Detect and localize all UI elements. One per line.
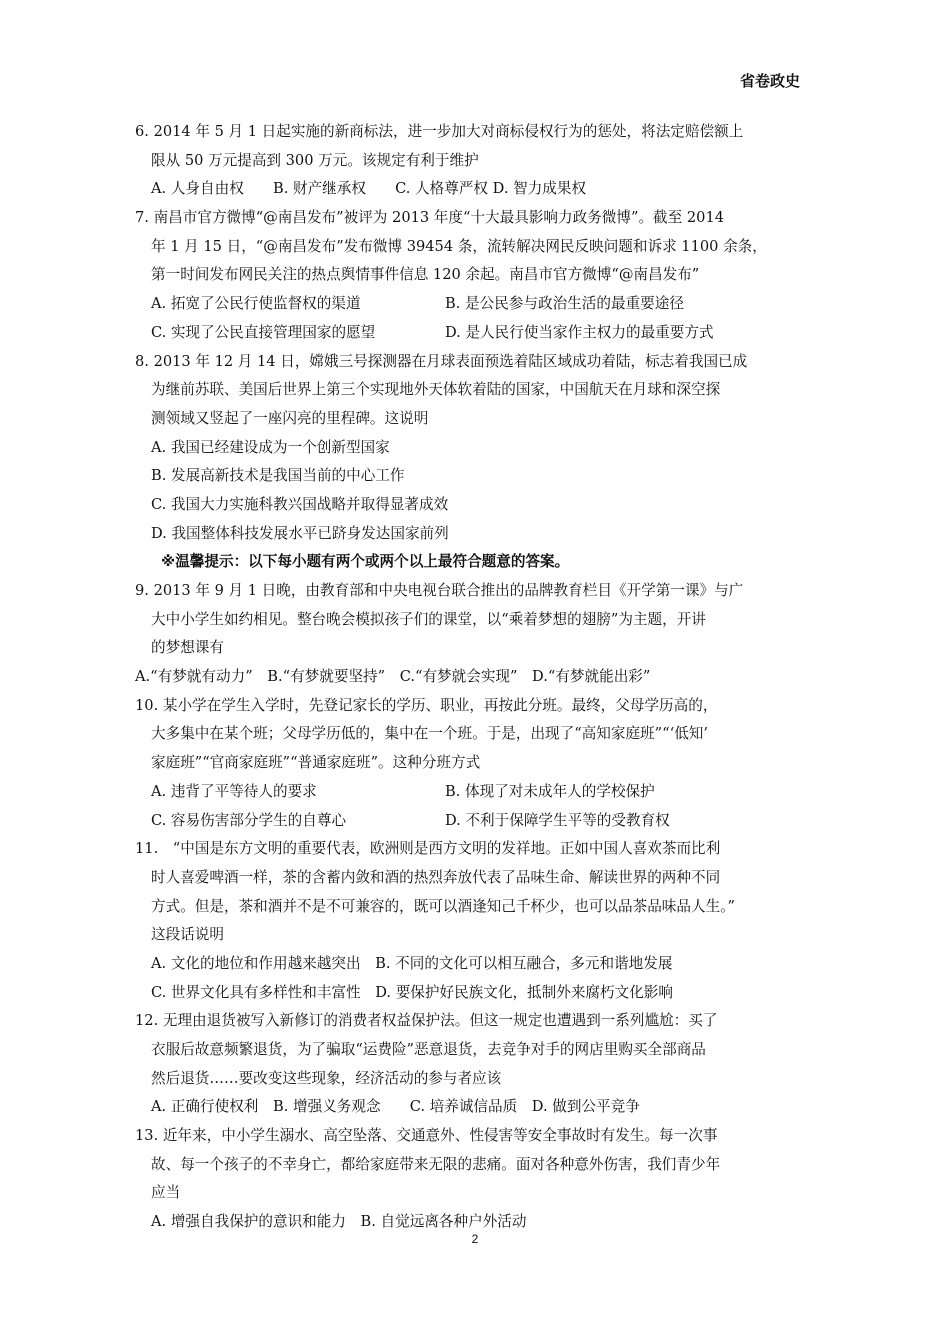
question-10-option-c: C. 容易伤害部分学生的自尊心	[151, 811, 347, 829]
exam-content	[135, 118, 825, 1237]
question-7-line-3: 第一时间发布网民关注的热点舆情事件信息 120 余起。南昌市官方微博“@南昌发布”	[151, 266, 700, 284]
question-7-option-d: D. 是人民行使当家作主权力的最重要方式	[445, 323, 714, 341]
question-13-options: A. 增强自我保护的意识和能力 B. 自觉远离各种户外活动	[151, 1213, 527, 1231]
question-7-option-a: A. 拓宽了公民行使监督权的渠道	[151, 295, 361, 313]
question-11-line-4: 这段话说明	[151, 926, 224, 944]
question-12	[135, 1007, 825, 1122]
question-7-option-c: C. 实现了公民直接管理国家的愿望	[151, 323, 376, 341]
question-12-options: A. 正确行使权利 B. 增强义务观念 C. 培养诚信品质 D. 做到公平竞争	[151, 1098, 640, 1116]
question-13-line-2: 故、每一个孩子的不幸身亡，都给家庭带来无限的悲痛。面对各种意外伤害，我们青少年	[151, 1155, 721, 1173]
question-8-line-3: 测领域又竖起了一座闪亮的里程碑。这说明	[151, 409, 429, 427]
question-8-option-b: B. 发展高新技术是我国当前的中心工作	[151, 467, 405, 485]
question-11-line-2: 时人喜爱啤酒一样，茶的含蓄内敛和酒的热烈奔放代表了品味生命、解读世界的两种不同	[151, 868, 721, 886]
question-11-options-row-2: C. 世界文化具有多样性和丰富性 D. 要保护好民族文化，抵制外来腐朽文化影响	[151, 983, 673, 1001]
question-8-option-a: A. 我国已经建设成为一个创新型国家	[151, 438, 390, 456]
question-7-line-1: 7. 南昌市官方微博“@南昌发布”被评为 2013 年度“十大最具影响力政务微博”。截至 2014	[135, 209, 725, 227]
question-6-options: A. 人身自由权 B. 财产继承权 C. 人格尊严权 D. 智力成果权	[151, 180, 587, 198]
question-13	[135, 1122, 825, 1237]
question-10-option-d: D. 不利于保障学生平等的受教育权	[445, 811, 670, 829]
question-7-option-b: B. 是公民参与政治生活的最重要途径	[445, 295, 684, 313]
question-10-line-3: 家庭班”“官商家庭班”“普通家庭班”。这种分班方式	[151, 754, 481, 772]
question-11	[135, 835, 825, 1007]
question-7-options-row-1	[135, 290, 825, 319]
question-9-options: A.“有梦就有动力” B.“有梦就要坚持” C.“有梦就会实现” D.“有梦就能出彩”	[135, 668, 651, 686]
question-8-option-d: D. 我国整体科技发展水平已跻身发达国家前列	[151, 524, 449, 542]
question-7-options-row-2	[135, 319, 825, 348]
question-6-line-1: 6. 2014 年 5 月 1 日起实施的新商标法，进一步加大对商标侵权行为的惩处，将法定赔偿额上	[135, 123, 744, 140]
question-11-line-1: 11. “中国是东方文明的重要代表，欧洲则是西方文明的发祥地。正如中国人喜欢茶而比利	[135, 840, 721, 858]
question-9-line-2: 大中小学生如约相见。整台晚会模拟孩子们的课堂，以“乘着梦想的翅膀”为主题，开讲	[151, 610, 706, 628]
question-8-line-2: 为继前苏联、美国后世界上第三个实现地外天体软着陆的国家，中国航天在月球和深空探	[151, 381, 721, 399]
question-7	[135, 204, 825, 347]
question-12-line-1: 12. 无理由退货被写入新修订的消费者权益保护法。但这一规定也遭遇到一系列尴尬：买了	[135, 1012, 718, 1030]
question-11-line-3: 方式。但是，茶和酒并不是不可兼容的，既可以酒逢知己千杯少，也可以品茶品味品人生。”	[151, 897, 735, 915]
question-13-line-1: 13. 近年来，中小学生溺水、高空坠落、交通意外、性侵害等安全事故时有发生。每一次事	[135, 1127, 718, 1145]
multiple-choice-tip: ※温馨提示：以下每小题有两个或两个以上最符合题意的答案。	[161, 553, 570, 571]
question-8	[135, 348, 825, 549]
question-12-line-2: 衣服后故意频繁退货，为了骗取“运费险”恶意退货，去竞争对手的网店里购买全部商品	[151, 1041, 706, 1058]
page-header-title: 省卷政史	[739, 72, 800, 90]
question-10-option-b: B. 体现了对未成年人的学校保护	[445, 782, 655, 800]
question-9	[135, 577, 825, 692]
question-6	[135, 118, 825, 204]
question-7-line-2: 年 1 月 15 日，“@南昌发布”发布微博 39454 条，流转解决网民反映问题和诉求 1100 余条，	[151, 237, 767, 255]
question-9-line-3: 的梦想课有	[151, 639, 224, 657]
question-9-line-1: 9. 2013 年 9 月 1 日晚，由教育部和中央电视台联合推出的品牌教育栏目《开学第一课》与广	[135, 582, 744, 599]
question-10-options-row-2	[135, 807, 825, 836]
question-12-line-3: 然后退货……要改变这些现象，经济活动的参与者应该	[151, 1069, 502, 1087]
question-10-line-1: 10. 某小学在学生入学时，先登记家长的学历、职业，再按此分班。最终，父母学历高的，	[135, 696, 718, 714]
question-10-option-a: A. 违背了平等待人的要求	[151, 782, 317, 800]
question-10-line-2: 大多集中在某个班；父母学历低的，集中在一个班。于是，出现了“高知家庭班”“‘低知’	[151, 725, 709, 743]
question-8-option-c: C. 我国大力实施科教兴国战略并取得显著成效	[151, 495, 449, 513]
question-6-line-2: 限从 50 万元提高到 300 万元。该规定有利于维护	[151, 151, 479, 169]
question-11-options-row-1: A. 文化的地位和作用越来越突出 B. 不同的文化可以相互融合，多元和谐地发展	[151, 954, 673, 972]
question-10-options-row-1	[135, 778, 825, 807]
question-8-line-1: 8. 2013 年 12 月 14 日，嫦娥三号探测器在月球表面预选着陆区域成功着陆，标志着我国已成	[135, 352, 748, 370]
question-10	[135, 692, 825, 835]
page-number: 2	[471, 1232, 479, 1246]
question-13-line-3: 应当	[151, 1184, 181, 1202]
